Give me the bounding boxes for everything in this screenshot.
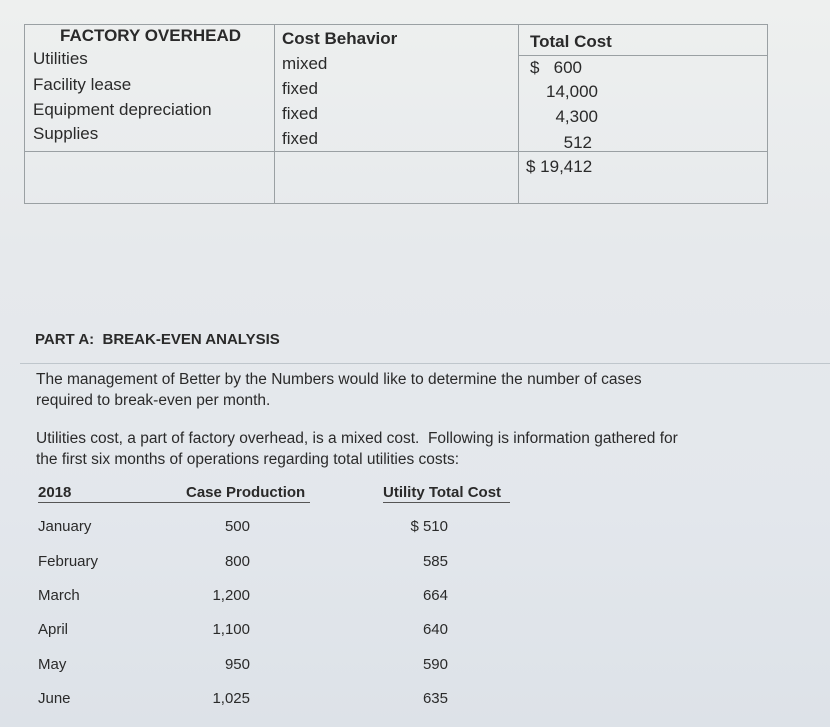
paragraph-line: The management of Better by the Numbers would like to determine the number of cases bbox=[36, 371, 642, 388]
column-header-case-production: Case Production bbox=[186, 484, 306, 501]
overhead-total: 14,000 bbox=[546, 82, 598, 101]
paragraph-line: required to break-even per month. bbox=[36, 392, 271, 409]
overhead-behavior: fixed bbox=[282, 104, 318, 123]
paragraph-line: the first six months of operations regarding total utilities costs: bbox=[36, 451, 460, 468]
paragraph-line: Utilities cost, a part of factory overhead, is a mixed cost. Following is information gathered for bbox=[36, 430, 678, 447]
month-label: June bbox=[38, 690, 71, 707]
case-production-value: 1,100 bbox=[212, 621, 250, 638]
intro-paragraph bbox=[36, 369, 776, 411]
overhead-item: Facility lease bbox=[33, 75, 132, 94]
overhead-item: Utilities bbox=[33, 49, 88, 68]
month-label: May bbox=[38, 656, 67, 673]
overhead-behavior: fixed bbox=[282, 79, 318, 98]
utility-cost-value: 664 bbox=[422, 587, 448, 604]
case-production-value: 800 bbox=[224, 553, 250, 570]
header-underline bbox=[383, 502, 510, 503]
section-divider bbox=[20, 363, 830, 364]
overhead-item: Equipment depreciation bbox=[33, 100, 212, 119]
case-production-value: 500 bbox=[224, 518, 250, 535]
column-header-cost-behavior: Cost Behavior bbox=[282, 29, 398, 48]
overhead-item: Supplies bbox=[33, 124, 99, 143]
utilities-paragraph bbox=[36, 428, 776, 470]
column-header-total-cost: Total Cost bbox=[530, 32, 612, 51]
overhead-total: 512 bbox=[563, 133, 592, 152]
overhead-total: 4,300 bbox=[555, 107, 598, 126]
case-production-value: 1,025 bbox=[212, 690, 250, 707]
column-header-utility-total-cost: Utility Total Cost bbox=[383, 484, 502, 501]
table-column-divider bbox=[274, 24, 275, 204]
case-production-value: 950 bbox=[224, 656, 250, 673]
section-title: PART A: BREAK-EVEN ANALYSIS bbox=[35, 331, 280, 348]
case-production-value: 1,200 bbox=[212, 587, 250, 604]
overhead-behavior: fixed bbox=[282, 129, 318, 148]
month-label: April bbox=[38, 621, 69, 638]
month-label: February bbox=[38, 553, 99, 570]
utility-cost-value: 590 bbox=[422, 656, 448, 673]
table-border-right bbox=[767, 24, 768, 204]
total-header-underline bbox=[518, 55, 768, 56]
table-column-divider bbox=[518, 24, 519, 204]
table-border-left bbox=[24, 24, 25, 204]
table-border-top bbox=[24, 24, 768, 25]
utility-cost-value: $ 510 bbox=[410, 518, 448, 535]
overhead-total: $ 600 bbox=[530, 58, 582, 77]
month-label: March bbox=[38, 587, 80, 604]
column-header-year: 2018 bbox=[38, 484, 72, 501]
utility-cost-value: 635 bbox=[422, 690, 448, 707]
utility-cost-value: 585 bbox=[422, 553, 448, 570]
month-label: January bbox=[38, 518, 92, 535]
table-row-divider bbox=[24, 151, 768, 152]
overhead-behavior: mixed bbox=[282, 54, 328, 73]
header-underline bbox=[38, 502, 310, 503]
column-header-factory-overhead: FACTORY OVERHEAD bbox=[60, 26, 242, 45]
overhead-grand-total: $ 19,412 bbox=[526, 157, 593, 176]
table-border-bottom bbox=[24, 203, 768, 204]
utility-cost-value: 640 bbox=[422, 621, 448, 638]
factory-overhead-table bbox=[24, 24, 768, 204]
